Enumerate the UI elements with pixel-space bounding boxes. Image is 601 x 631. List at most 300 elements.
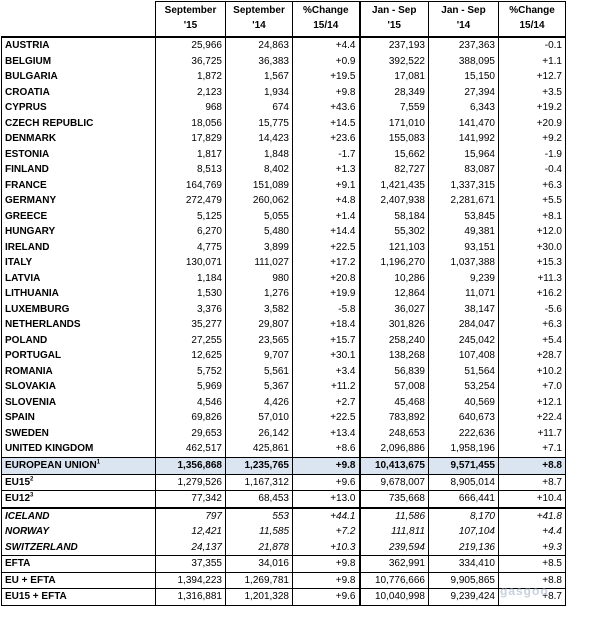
cell-sep14: 57,010 [226,410,293,426]
cell-sep15: 1,817 [156,147,226,163]
country-row [2,333,566,349]
row-label: AUSTRIA [2,37,156,54]
cell-sep14: 68,453 [226,491,293,508]
cell-sep15: 462,517 [156,441,226,457]
cell-change: +17.2 [293,255,360,271]
cell-ytd-change: +8.7 [499,589,566,606]
country-row [2,162,566,178]
cell-ytd14: 666,441 [429,491,499,508]
country-row [2,224,566,240]
row-label: ITALY [2,255,156,271]
cell-sep14: 1,934 [226,85,293,101]
cell-ytd15: 7,559 [360,100,429,116]
cell-sep14: 23,565 [226,333,293,349]
cell-sep14: 3,899 [226,240,293,256]
cell-sep15: 2,123 [156,85,226,101]
cell-sep14: 5,561 [226,364,293,380]
cell-sep14: 24,863 [226,37,293,54]
cell-change: +15.7 [293,333,360,349]
cell-sep15: 12,421 [156,524,226,540]
cell-ytd14: 6,343 [429,100,499,116]
row-label: PORTUGAL [2,348,156,364]
cell-ytd15: 9,678,007 [360,474,429,491]
cell-ytd-change: +7.1 [499,441,566,457]
cell-ytd14: 53,845 [429,209,499,225]
eu15-row [2,474,566,491]
cell-ytd14: 107,104 [429,524,499,540]
cell-ytd14: 222,636 [429,426,499,442]
cell-ytd15: 2,407,938 [360,193,429,209]
cell-sep14: 1,269,781 [226,572,293,589]
cell-ytd-change: +10.2 [499,364,566,380]
registrations-table [1,1,566,606]
country-row [2,379,566,395]
country-row [2,255,566,271]
cell-ytd-change: +15.3 [499,255,566,271]
cell-change: +19.9 [293,286,360,302]
country-row [2,286,566,302]
cell-ytd-change: +9.2 [499,131,566,147]
cell-change: +14.5 [293,116,360,132]
header-row [2,2,566,38]
cell-ytd15: 55,302 [360,224,429,240]
cell-ytd15: 1,196,270 [360,255,429,271]
cell-sep15: 35,277 [156,317,226,333]
cell-change: +22.5 [293,240,360,256]
row-label: SPAIN [2,410,156,426]
header-change: %Change 15/14 [293,2,360,38]
cell-change: +0.9 [293,54,360,70]
cell-ytd14: 2,281,671 [429,193,499,209]
cell-sep15: 164,769 [156,178,226,194]
cell-ytd14: 15,964 [429,147,499,163]
cell-change: +9.8 [293,85,360,101]
cell-ytd14: 51,564 [429,364,499,380]
cell-ytd-change: -1.9 [499,147,566,163]
cell-ytd15: 362,991 [360,556,429,573]
cell-ytd-change: +1.1 [499,54,566,70]
cell-change: +9.8 [293,556,360,573]
cell-sep15: 36,725 [156,54,226,70]
cell-ytd15: 735,668 [360,491,429,508]
cell-ytd15: 45,468 [360,395,429,411]
cell-sep15: 25,966 [156,37,226,54]
cell-ytd-change: +12.0 [499,224,566,240]
cell-ytd15: 12,864 [360,286,429,302]
cell-sep14: 26,142 [226,426,293,442]
cell-change: +8.6 [293,441,360,457]
row-label: LITHUANIA [2,286,156,302]
cell-ytd14: 1,958,196 [429,441,499,457]
row-label: BELGIUM [2,54,156,70]
row-label: SLOVENIA [2,395,156,411]
cell-change: -1.7 [293,147,360,163]
country-row [2,317,566,333]
cell-ytd14: 219,136 [429,540,499,556]
cell-sep15: 1,316,881 [156,589,226,606]
header-sep15: September '15 [156,2,226,38]
efta-member-row [2,524,566,540]
cell-ytd-change: +9.3 [499,540,566,556]
cell-sep14: 15,775 [226,116,293,132]
cell-ytd14: 38,147 [429,302,499,318]
country-row [2,271,566,287]
cell-sep15: 130,071 [156,255,226,271]
cell-sep15: 8,513 [156,162,226,178]
row-label: FINLAND [2,162,156,178]
cell-sep14: 553 [226,508,293,525]
row-label: $EU12^3$ [2,491,156,508]
cell-sep14: 1,848 [226,147,293,163]
row-label: GREECE [2,209,156,225]
cell-ytd15: 56,839 [360,364,429,380]
cell-sep14: 5,055 [226,209,293,225]
cell-sep15: 4,546 [156,395,226,411]
row-label: NETHERLANDS [2,317,156,333]
country-row [2,131,566,147]
cell-change: +13.4 [293,426,360,442]
cell-sep14: 260,062 [226,193,293,209]
country-row [2,85,566,101]
cell-ytd15: 1,421,435 [360,178,429,194]
eu-row [2,457,566,474]
cell-ytd14: 27,394 [429,85,499,101]
country-row [2,441,566,457]
cell-change: +3.4 [293,364,360,380]
efta-total-rows [2,556,566,606]
cell-ytd-change: +7.0 [499,379,566,395]
cell-ytd14: 15,150 [429,69,499,85]
header-ytd-change: %Change 15/14 [499,2,566,38]
cell-sep14: 111,027 [226,255,293,271]
cell-ytd15: 57,008 [360,379,429,395]
cell-ytd14: 334,410 [429,556,499,573]
row-label: SLOVAKIA [2,379,156,395]
cell-sep15: 69,826 [156,410,226,426]
efta-member-row [2,540,566,556]
cell-sep15: 1,184 [156,271,226,287]
cell-change: +18.4 [293,317,360,333]
cell-ytd14: 9,905,865 [429,572,499,589]
cell-change: +30.1 [293,348,360,364]
cell-change: +1.4 [293,209,360,225]
cell-sep14: 674 [226,100,293,116]
cell-ytd-change: +8.8 [499,572,566,589]
cell-ytd15: 10,776,666 [360,572,429,589]
row-label: BULGARIA [2,69,156,85]
cell-sep15: 968 [156,100,226,116]
row-label: LATVIA [2,271,156,287]
eu15-efta-row [2,589,566,606]
cell-sep14: 980 [226,271,293,287]
cell-sep15: 1,394,223 [156,572,226,589]
cell-ytd14: 8,170 [429,508,499,525]
row-label: CZECH REPUBLIC [2,116,156,132]
cell-ytd-change: +11.3 [499,271,566,287]
country-row [2,395,566,411]
row-label: ROMANIA [2,364,156,380]
cell-ytd-change: +11.7 [499,426,566,442]
country-row [2,410,566,426]
header-ytd14: Jan - Sep '14 [429,2,499,38]
cell-ytd14: 49,381 [429,224,499,240]
row-label: IRELAND [2,240,156,256]
cell-sep15: 1,530 [156,286,226,302]
cell-ytd15: 82,727 [360,162,429,178]
cell-ytd-change: +4.4 [499,524,566,540]
cell-sep15: 18,056 [156,116,226,132]
cell-ytd14: 1,037,388 [429,255,499,271]
cell-ytd-change: +19.2 [499,100,566,116]
row-label: LUXEMBURG [2,302,156,318]
row-label: NORWAY [2,524,156,540]
cell-ytd14: 93,151 [429,240,499,256]
cell-ytd14: 53,254 [429,379,499,395]
header-blank [2,2,156,38]
cell-sep15: 1,279,526 [156,474,226,491]
cell-sep14: 1,567 [226,69,293,85]
cell-sep15: 6,270 [156,224,226,240]
cell-ytd15: 111,811 [360,524,429,540]
cell-ytd14: 40,569 [429,395,499,411]
cell-sep14: 34,016 [226,556,293,573]
header-sep14: September '14 [226,2,293,38]
cell-ytd-change: +41.8 [499,508,566,525]
cell-sep14: 1,235,765 [226,457,293,474]
cell-ytd14: 9,239 [429,271,499,287]
cell-sep14: 151,089 [226,178,293,194]
country-row [2,54,566,70]
cell-sep15: 1,356,868 [156,457,226,474]
eu-efta-row [2,572,566,589]
country-row [2,100,566,116]
cell-change: +4.4 [293,37,360,54]
cell-change: +44.1 [293,508,360,525]
cell-sep15: 5,125 [156,209,226,225]
cell-change: +23.6 [293,131,360,147]
cell-ytd15: 28,349 [360,85,429,101]
header-ytd15: Jan - Sep '15 [360,2,429,38]
cell-change: +13.0 [293,491,360,508]
cell-sep15: 27,255 [156,333,226,349]
cell-sep15: 5,752 [156,364,226,380]
cell-sep14: 1,276 [226,286,293,302]
cell-ytd14: 9,239,424 [429,589,499,606]
cell-ytd15: 121,103 [360,240,429,256]
cell-ytd14: 1,337,315 [429,178,499,194]
row-label: HUNGARY [2,224,156,240]
country-row [2,209,566,225]
cell-ytd-change: +8.1 [499,209,566,225]
cell-ytd15: 783,892 [360,410,429,426]
country-row [2,426,566,442]
cell-change: +9.6 [293,474,360,491]
cell-ytd14: 640,673 [429,410,499,426]
cell-ytd-change: -0.4 [499,162,566,178]
cell-ytd-change: +12.1 [499,395,566,411]
row-label: CROATIA [2,85,156,101]
country-row [2,116,566,132]
row-label: DENMARK [2,131,156,147]
efta-member-rows [2,508,566,556]
country-row [2,147,566,163]
cell-sep14: 3,582 [226,302,293,318]
cell-change: +1.3 [293,162,360,178]
row-label: EUROPEAN UNION$^1$ [2,457,156,474]
cell-ytd-change: +28.7 [499,348,566,364]
cell-sep15: 5,969 [156,379,226,395]
cell-ytd-change: -5.6 [499,302,566,318]
cell-ytd15: 155,083 [360,131,429,147]
cell-sep15: 77,342 [156,491,226,508]
country-row [2,302,566,318]
cell-change: +10.3 [293,540,360,556]
cell-ytd14: 284,047 [429,317,499,333]
cell-ytd14: 8,905,014 [429,474,499,491]
cell-sep14: 8,402 [226,162,293,178]
cell-ytd15: 10,040,998 [360,589,429,606]
cell-ytd14: 107,408 [429,348,499,364]
cell-ytd-change: +20.9 [499,116,566,132]
country-row [2,240,566,256]
watermark-logo: gasgoo [500,584,549,598]
cell-ytd-change: +30.0 [499,240,566,256]
cell-change: +43.6 [293,100,360,116]
row-label: $EU15^2$ [2,474,156,491]
eu12-row [2,491,566,508]
row-label: EFTA [2,556,156,573]
cell-sep14: 425,861 [226,441,293,457]
row-label: SWITZERLAND [2,540,156,556]
cell-change: +14.4 [293,224,360,240]
country-row [2,364,566,380]
cell-ytd-change: -0.1 [499,37,566,54]
cell-ytd15: 392,522 [360,54,429,70]
cell-change: +19.5 [293,69,360,85]
cell-ytd-change: +16.2 [499,286,566,302]
cell-sep15: 29,653 [156,426,226,442]
row-label: EU15 + EFTA [2,589,156,606]
cell-change: -5.8 [293,302,360,318]
cell-ytd-change: +8.8 [499,457,566,474]
cell-change: +22.5 [293,410,360,426]
cell-ytd-change: +22.4 [499,410,566,426]
country-rows [2,37,566,457]
cell-change: +7.2 [293,524,360,540]
cell-sep15: 4,775 [156,240,226,256]
cell-change: +2.7 [293,395,360,411]
cell-sep15: 12,625 [156,348,226,364]
cell-ytd15: 11,586 [360,508,429,525]
efta-row [2,556,566,573]
cell-ytd15: 248,653 [360,426,429,442]
country-row [2,348,566,364]
cell-ytd15: 17,081 [360,69,429,85]
row-label: ICELAND [2,508,156,525]
cell-ytd-change: +6.3 [499,178,566,194]
row-label: GERMANY [2,193,156,209]
cell-ytd14: 388,095 [429,54,499,70]
cell-ytd14: 141,992 [429,131,499,147]
cell-ytd-change: +5.4 [499,333,566,349]
row-label: EU + EFTA [2,572,156,589]
cell-ytd15: 2,096,886 [360,441,429,457]
cell-ytd15: 10,286 [360,271,429,287]
cell-sep14: 1,167,312 [226,474,293,491]
cell-ytd15: 36,027 [360,302,429,318]
country-row [2,178,566,194]
cell-ytd15: 138,268 [360,348,429,364]
cell-ytd15: 10,413,675 [360,457,429,474]
summary-rows [2,457,566,508]
cell-sep15: 1,872 [156,69,226,85]
cell-sep14: 9,707 [226,348,293,364]
cell-sep14: 5,480 [226,224,293,240]
cell-ytd-change: +12.7 [499,69,566,85]
cell-change: +9.6 [293,589,360,606]
cell-sep14: 5,367 [226,379,293,395]
cell-change: +9.8 [293,457,360,474]
row-label: ESTONIA [2,147,156,163]
cell-ytd-change: +5.5 [499,193,566,209]
row-label: POLAND [2,333,156,349]
cell-ytd15: 237,193 [360,37,429,54]
cell-ytd14: 83,087 [429,162,499,178]
cell-ytd-change: +3.5 [499,85,566,101]
cell-change: +20.8 [293,271,360,287]
cell-ytd-change: +6.3 [499,317,566,333]
cell-ytd15: 258,240 [360,333,429,349]
efta-member-row [2,508,566,525]
cell-sep14: 11,585 [226,524,293,540]
cell-sep14: 14,423 [226,131,293,147]
cell-ytd14: 141,470 [429,116,499,132]
row-label: FRANCE [2,178,156,194]
cell-sep15: 37,355 [156,556,226,573]
cell-ytd14: 245,042 [429,333,499,349]
cell-ytd15: 171,010 [360,116,429,132]
cell-ytd14: 11,071 [429,286,499,302]
cell-ytd15: 15,662 [360,147,429,163]
cell-sep15: 3,376 [156,302,226,318]
cell-change: +11.2 [293,379,360,395]
cell-sep15: 24,137 [156,540,226,556]
cell-ytd15: 58,184 [360,209,429,225]
cell-ytd14: 9,571,455 [429,457,499,474]
cell-ytd15: 301,826 [360,317,429,333]
cell-sep14: 1,201,328 [226,589,293,606]
cell-ytd-change: +8.7 [499,474,566,491]
cell-ytd-change: +8.5 [499,556,566,573]
cell-sep14: 36,383 [226,54,293,70]
row-label: CYPRUS [2,100,156,116]
cell-sep14: 29,807 [226,317,293,333]
cell-change: +4.8 [293,193,360,209]
cell-sep14: 4,426 [226,395,293,411]
row-label: SWEDEN [2,426,156,442]
row-label: UNITED KINGDOM [2,441,156,457]
cell-ytd14: 237,363 [429,37,499,54]
cell-sep15: 17,829 [156,131,226,147]
cell-sep14: 21,878 [226,540,293,556]
cell-sep15: 797 [156,508,226,525]
cell-ytd15: 239,594 [360,540,429,556]
cell-change: +9.8 [293,572,360,589]
country-row [2,69,566,85]
cell-ytd-change: +10.4 [499,491,566,508]
cell-sep15: 272,479 [156,193,226,209]
country-row [2,193,566,209]
